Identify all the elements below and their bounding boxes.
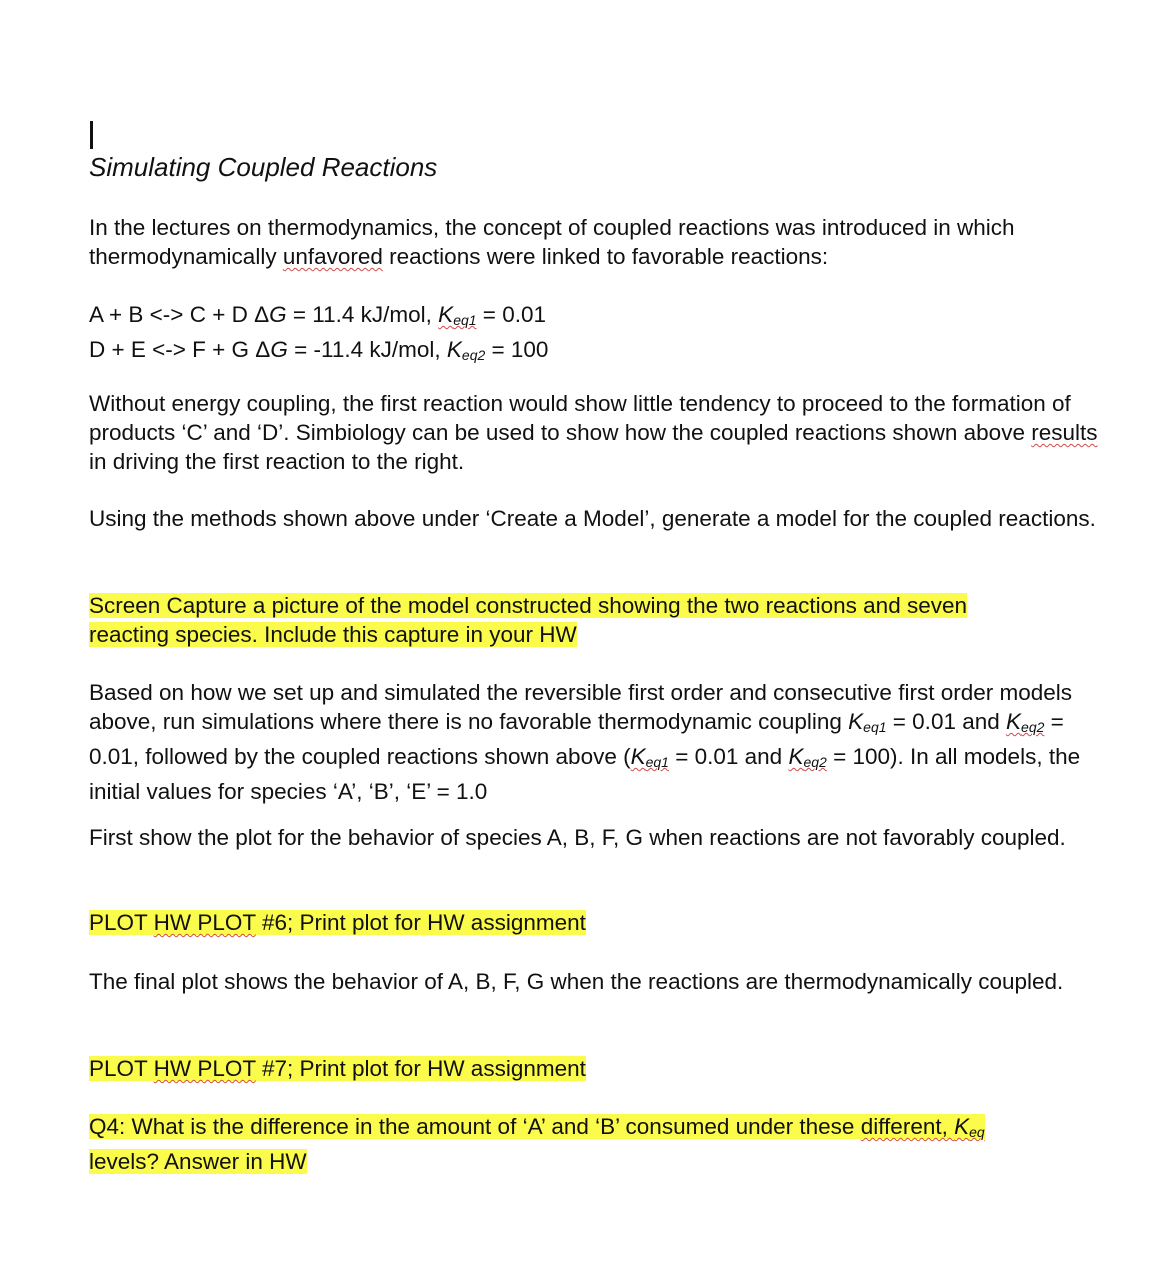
highlighted-text: Screen Capture a picture of the model constructed showing the two reactions and seven [89,593,968,618]
keq1-symbol: $K_{eq1}$ [438,302,477,328]
reaction-2: D + E <-> F + G ΔG = -11.4 kJ/mol, $K_{eq2} = 100$ [89,337,549,363]
highlighted-text: Q4: What is the difference in the amount of ‘A’ and ‘B’ consumed under these different, $K_{eq}$ [89,1114,985,1140]
using-methods-paragraph: Using the methods shown above under ‘Create a Model’, generate a model for the coupled reactions. [89,506,1096,531]
page-title: Simulating Coupled Reactions [89,152,438,182]
keq1-symbol: $K_{eq1}$ [630,744,669,770]
keq2-symbol: $K_{eq2}$ [788,744,827,770]
without-coupling-paragraph: Without energy coupling, the first reaction would show little tendency to proceed to the formation of products ‘C’ and ‘D’. Simbiology can be used to show how the coupled reactions shown above results in driving the first reaction to the right. [89,391,1098,474]
intro-paragraph: In the lectures on thermodynamics, the concept of coupled reactions was introduced in which thermodynamically unfavored reactions were linked to favorable reactions: [89,215,1015,269]
spellcheck-word[interactable]: different, $K_{eq}$ [860,1114,985,1140]
first-plot-paragraph: First show the plot for the behavior of species A, B, F, G when reactions are not favorably coupled. [89,825,1066,850]
question-4 [89,1112,1119,1176]
reaction-1: A + B <-> C + D ΔG = 11.4 kJ/mol, $K_{eq1} = 0.01$ [89,302,546,328]
spellcheck-word[interactable]: HW PLOT [153,1056,256,1081]
plot-6-instruction [89,908,1119,937]
highlighted-text: levels? Answer in HW [89,1149,307,1174]
spellcheck-word[interactable]: HW PLOT [153,910,256,935]
keq2-symbol: $K_{eq2}$ [446,337,486,363]
text-cursor [90,121,93,149]
final-plot-paragraph: The final plot shows the behavior of A, B, F, G when the reactions are thermodynamically coupled. [89,969,1064,994]
highlighted-text: PLOT HW PLOT #6; Print plot for HW assignment [89,910,586,935]
simulation-paragraph: Based on how we set up and simulated the reversible first order and consecutive first order models above, run simulations where there is no favorable thermodynamic coupling $K_{eq1} = 0.01$ and $K_{eq2} = 0.01$, followed by the coupled reactions shown above ($K_{eq1} = 0.01$ and $K_{eq2} = 100$). In all models, the initial values for species ‘A’, ‘B’, ‘E’ = 1.0 [89,680,1081,804]
capture-instruction [89,591,1119,649]
keq1-symbol: $K_{eq1}$ [848,709,887,735]
keq2-symbol: $K_{eq2}$ [1006,709,1045,735]
highlighted-text: reacting species. Include this capture in your HW [89,622,577,647]
reaction-equations [89,300,1119,370]
highlighted-text: PLOT HW PLOT #7; Print plot for HW assignment [89,1056,586,1081]
plot-7-instruction [89,1054,1119,1083]
spellcheck-word[interactable]: results [1031,420,1098,445]
spellcheck-word[interactable]: unfavored [282,244,383,269]
